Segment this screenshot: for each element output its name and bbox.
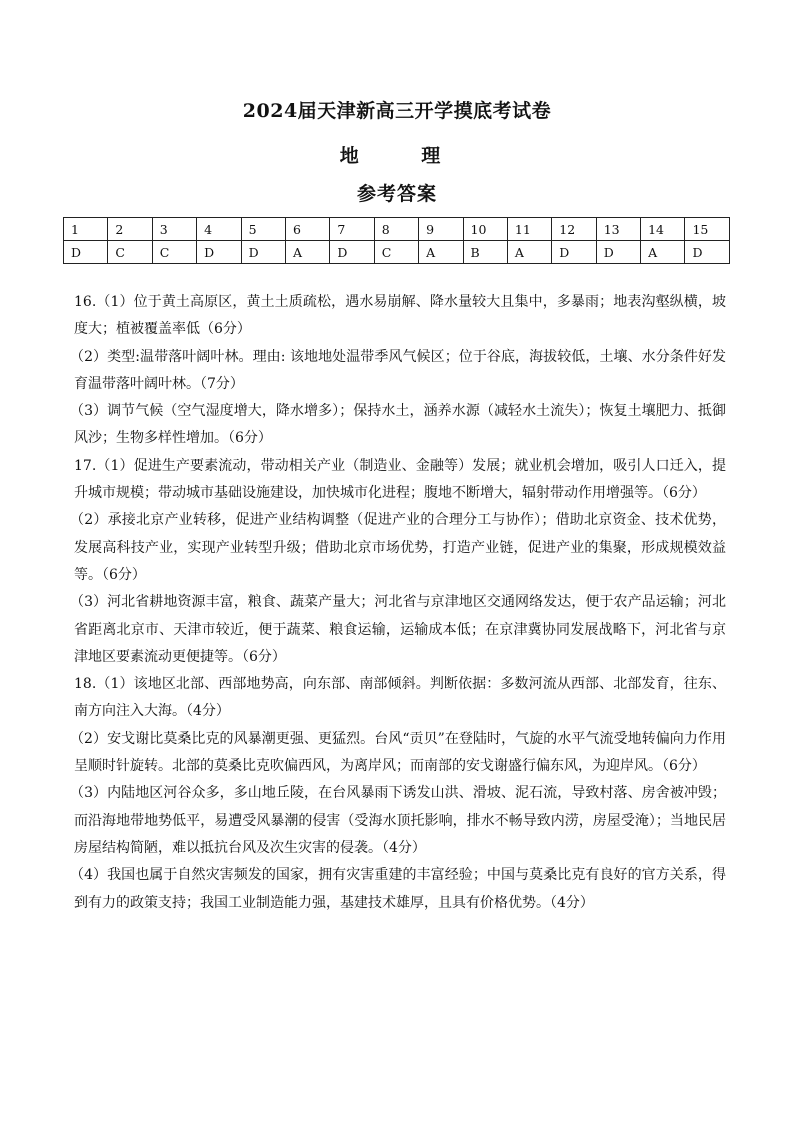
answer-paragraph: （2）安戈谢比莫桑比克的风暴潮更强、更猛烈。台风“贡贝”在登陆时，气旋的水平气流受地转偏向力作用呈顺时针旋转。北部的莫桑比克吹偏西风，为离岸风；而南部的安戈谢盛行偏东风，为迎岸风。（6分） xyxy=(70,730,726,775)
question-16-answer xyxy=(70,289,726,453)
answer-table xyxy=(63,217,730,264)
question-18-answer xyxy=(70,671,726,917)
question-number-cell: 10 xyxy=(463,218,507,241)
question-17-answer xyxy=(70,453,726,671)
answer-cell: D xyxy=(197,241,241,264)
answer-paragraph: 18.（1）该地区北部、西部地势高，向东部、南部倾斜。判断依据：多数河流从西部、北部发育，往东、南方向注入大海。（4分） xyxy=(74,676,726,720)
question-number-row xyxy=(64,218,730,241)
question-number-cell: 7 xyxy=(330,218,374,241)
answer-paragraph: （3）河北省耕地资源丰富，粮食、蔬菜产量大；河北省与京津地区交通网络发达，便于农产品运输；河北省距离北京市、天津市较近，便于蔬菜、粮食运输，运输成本低；在京津冀协同发展战略下，河北省与京津地区要素流动更便捷等。（6分） xyxy=(70,594,726,665)
question-number-cell: 15 xyxy=(685,218,730,241)
question-number-cell: 9 xyxy=(419,218,463,241)
question-number-cell: 1 xyxy=(64,218,108,241)
question-number-cell: 4 xyxy=(197,218,241,241)
answer-cell: D xyxy=(685,241,730,264)
answer-paragraph: （2）类型:温带落叶阔叶林。理由: 该地地处温带季风气候区；位于谷底，海拔较低，土壤、水分条件好发育温带落叶阔叶林。（7分） xyxy=(70,348,726,392)
answer-cell: D xyxy=(64,241,108,264)
answer-cell: D xyxy=(552,241,596,264)
answer-cell: A xyxy=(507,241,551,264)
question-number-cell: 3 xyxy=(152,218,196,241)
question-number-cell: 14 xyxy=(641,218,685,241)
answer-paragraph: （2）承接北京产业转移，促进产业结构调整（促进产业的合理分工与协作）；借助北京资金、技术优势，发展高科技产业，实现产业转型升级；借助北京市场优势，打造产业链，促进产业的集聚，形成规模效益等。（6分） xyxy=(70,512,726,583)
answer-cell: A xyxy=(285,241,329,264)
question-number-cell: 8 xyxy=(374,218,418,241)
answer-paragraph: （3）调节气候（空气湿度增大，降水增多）；保持水土，涵养水源（减轻水土流失）；恢复土壤肥力、抵御风沙；生物多样性增加。（6分） xyxy=(70,403,726,447)
answer-content xyxy=(70,289,726,917)
answer-cell: A xyxy=(641,241,685,264)
answer-cell: C xyxy=(374,241,418,264)
question-number-cell: 5 xyxy=(241,218,285,241)
answer-heading: 参考答案 xyxy=(356,183,437,205)
question-number-cell: 6 xyxy=(285,218,329,241)
answer-cell: B xyxy=(463,241,507,264)
answer-cell: D xyxy=(596,241,640,264)
answer-cell: D xyxy=(330,241,374,264)
question-number-cell: 2 xyxy=(108,218,152,241)
answer-paragraph: 16.（1）位于黄土高原区，黄土土质疏松，遇水易崩解、降水量较大且集中，多暴雨；地表沟壑纵横，坡度大；植被覆盖率低（6分） xyxy=(74,294,726,338)
answer-cell: C xyxy=(108,241,152,264)
subject-title: 地 理 xyxy=(339,145,469,167)
answer-cell: A xyxy=(419,241,463,264)
question-number-cell: 12 xyxy=(552,218,596,241)
answer-paragraph: 17.（1）促进生产要素流动，带动相关产业（制造业、金融等）发展；就业机会增加，吸引人口迁入，提升城市规模；带动城市基础设施建设，加快城市化进程；腹地不断增大，辐射带动作用增强等。（6分） xyxy=(74,457,726,502)
answer-row xyxy=(64,241,730,264)
answer-paragraph: （4）我国也属于自然灾害频发的国家，拥有灾害重建的丰富经验；中国与莫桑比克有良好的官方关系，得到有力的政策支持；我国工业制造能力强，基建技术雄厚，且具有价格优势。（4分） xyxy=(70,867,726,911)
answer-cell: D xyxy=(241,241,285,264)
answer-cell: C xyxy=(152,241,196,264)
question-number-cell: 13 xyxy=(596,218,640,241)
exam-title: 2024届天津新高三开学摸底考试卷 xyxy=(242,100,552,122)
question-number-cell: 11 xyxy=(507,218,551,241)
answer-paragraph: （3）内陆地区河谷众多，多山地丘陵，在台风暴雨下诱发山洪、滑坡、泥石流，导致村落、房舍被冲毁；而沿海地带地势低平，易遭受风暴潮的侵害（受海水顶托影响，排水不畅导致内涝，房屋受淹）；当地民居房屋结构简陋，难以抵抗台风及次生灾害的侵袭。（4分） xyxy=(70,785,726,856)
